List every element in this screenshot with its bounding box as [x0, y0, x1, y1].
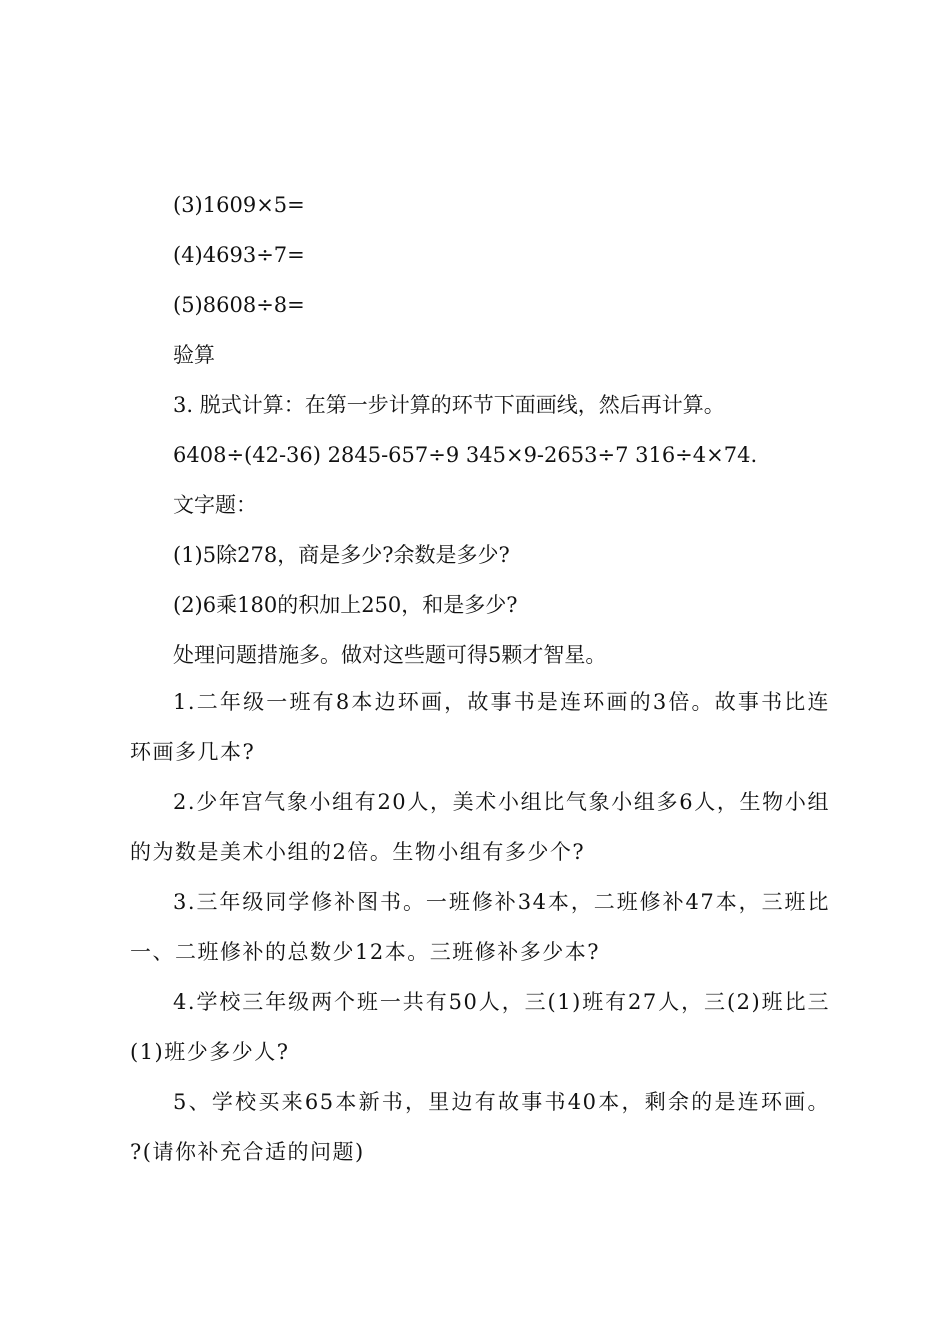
check-heading: 验算	[173, 343, 215, 367]
section-3-instruction: 3. 脱式计算：在第一步计算的环节下面画线，然后再计算。	[173, 393, 725, 417]
exercise-4-line: (4)4693÷7=	[173, 243, 305, 267]
exercise-3-line: (3)1609×5=	[173, 193, 305, 217]
application-problem-2: 2.少年宫气象小组有20人，美术小组比气象小组多6人，生物小组的为数是美术小组的2倍。生物小组有多少个?	[130, 790, 830, 864]
expression-list: 6408÷(42-36) 2845-657÷9 345×9-2653÷7 316÷4×74.	[173, 443, 758, 467]
application-problem-5: 5、学校买来65本新书，里边有故事书40本，剩余的是连环画。 ?(请你补充合适的问题)	[130, 1090, 830, 1164]
word-problems-heading: 文字题：	[173, 493, 257, 517]
application-problem-3: 3.三年级同学修补图书。一班修补34本，二班修补47本，三班比一、二班修补的总数少12本。三班修补多少本?	[130, 890, 830, 964]
application-problem-1: 1.二年级一班有8本边环画，故事书是连环画的3倍。故事书比连环画多几本?	[130, 690, 830, 764]
application-intro: 处理问题措施多。做对这些题可得5颗才智星。	[173, 643, 607, 667]
word-problem-1: (1)5除278，商是多少?余数是多少?	[173, 543, 510, 567]
exercise-5-line: (5)8608÷8=	[173, 293, 305, 317]
word-problem-2: (2)6乘180的积加上250，和是多少?	[173, 593, 518, 617]
application-problem-4: 4.学校三年级两个班一共有50人，三(1)班有27人，三(2)班比三(1)班少多少人?	[130, 990, 830, 1064]
